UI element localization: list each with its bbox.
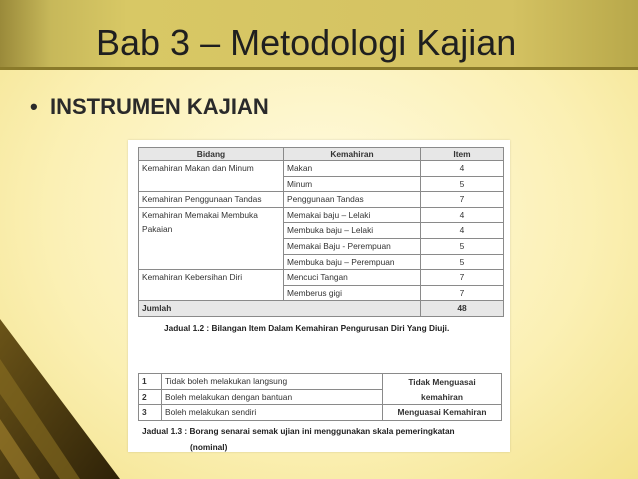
total-row (139, 301, 504, 317)
total-value: 48 (421, 301, 504, 317)
kemahiran-cell: Makan (284, 161, 421, 177)
item-cell: 5 (421, 176, 504, 192)
item-cell: 4 (421, 207, 504, 223)
kemahiran-cell: Memakai Baju - Perempuan (284, 238, 421, 254)
bidang-cell: Kemahiran Penggunaan Tandas (139, 192, 284, 208)
scale-description: Boleh melakukan sendiri (162, 405, 383, 421)
bidang-cell: Kemahiran Memakai Membuka Pakaian (139, 207, 284, 269)
kemahiran-cell: Minum (284, 176, 421, 192)
bullet-text: INSTRUMEN KAJIAN (50, 94, 269, 119)
table-row (139, 389, 502, 405)
slide-title: Bab 3 – Metodologi Kajian (96, 22, 517, 63)
corner-decoration (0, 299, 120, 479)
item-cell: 4 (421, 161, 504, 177)
scale-number: 2 (139, 389, 162, 405)
kemahiran-cell: Membuka baju – Lelaki (284, 223, 421, 239)
document-image (128, 140, 510, 452)
scale-rating: kemahiran (383, 389, 502, 405)
bullet-item (30, 94, 269, 120)
item-cell: 5 (421, 238, 504, 254)
item-cell: 7 (421, 270, 504, 286)
skills-table (138, 147, 504, 317)
bullet-icon: • (30, 94, 38, 119)
table-header-row (139, 148, 504, 161)
header-kemahiran: Kemahiran (284, 148, 421, 161)
rating-scale-table (138, 373, 502, 421)
header-bidang: Bidang (139, 148, 284, 161)
item-cell: 4 (421, 223, 504, 239)
bidang-cell: Kemahiran Kebersihan Diri (139, 270, 284, 301)
table2-caption-line2: (nominal) (190, 442, 228, 452)
kemahiran-cell: Memakai baju – Lelaki (284, 207, 421, 223)
total-label: Jumlah (139, 301, 421, 317)
kemahiran-cell: Memberus gigi (284, 285, 421, 301)
scale-description: Boleh melakukan dengan bantuan (162, 389, 383, 405)
header-item: Item (421, 148, 504, 161)
scale-rating: Menguasai Kemahiran (383, 405, 502, 421)
table-row (139, 270, 504, 286)
scale-number: 3 (139, 405, 162, 421)
table-row (139, 207, 504, 223)
bidang-cell: Kemahiran Makan dan Minum (139, 161, 284, 192)
scale-number: 1 (139, 374, 162, 390)
table2-caption: Jadual 1.3 : Borang senarai semak ujian ini menggunakan skala pemeringkatan (142, 426, 455, 436)
item-cell: 7 (421, 192, 504, 208)
table-row (139, 161, 504, 177)
kemahiran-cell: Mencuci Tangan (284, 270, 421, 286)
scale-rating: Tidak Menguasai (383, 374, 502, 390)
table-row (139, 405, 502, 421)
item-cell: 7 (421, 285, 504, 301)
table-row (139, 374, 502, 390)
scale-description: Tidak boleh melakukan langsung (162, 374, 383, 390)
kemahiran-cell: Penggunaan Tandas (284, 192, 421, 208)
table-row (139, 192, 504, 208)
item-cell: 5 (421, 254, 504, 270)
kemahiran-cell: Membuka baju – Perempuan (284, 254, 421, 270)
table1-caption: Jadual 1.2 : Bilangan Item Dalam Kemahiran Pengurusan Diri Yang Diuji. (164, 323, 450, 333)
